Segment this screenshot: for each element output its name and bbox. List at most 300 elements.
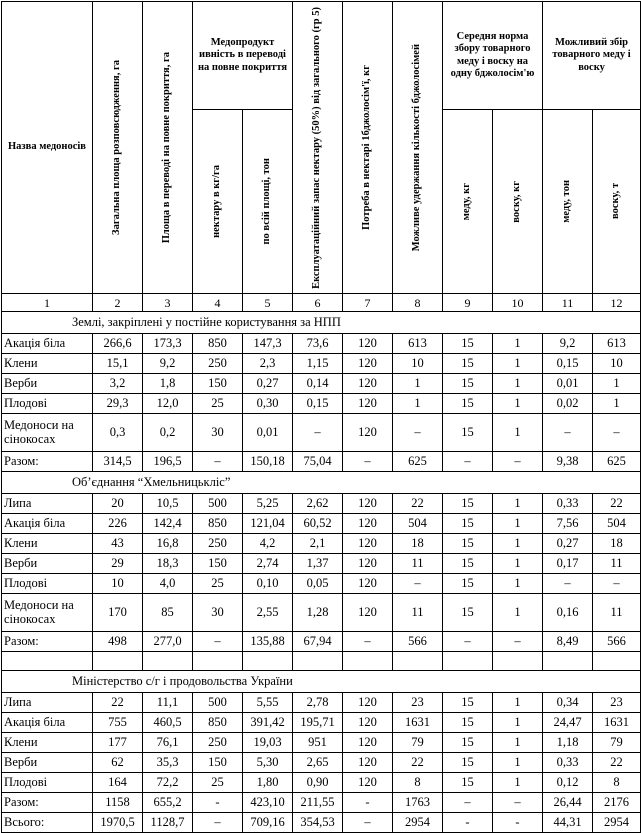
- value-cell: 11: [393, 594, 443, 632]
- value-cell: 22: [93, 693, 143, 713]
- value-cell: 1: [493, 733, 543, 753]
- table-row: [2, 394, 641, 414]
- value-cell: 120: [343, 394, 393, 414]
- value-cell: 1631: [593, 713, 641, 733]
- value-cell: 9,2: [143, 354, 193, 374]
- empty-cell: [493, 652, 543, 671]
- column-number: 3: [143, 294, 193, 312]
- value-cell: 250: [193, 733, 243, 753]
- value-cell: 120: [343, 753, 393, 773]
- value-cell: 0,33: [543, 753, 593, 773]
- value-cell: 18: [593, 534, 641, 554]
- value-cell: 1: [493, 334, 543, 354]
- value-cell: –: [493, 632, 543, 652]
- value-cell: 1: [493, 753, 543, 773]
- value-cell: 2,62: [293, 494, 343, 514]
- value-cell: 62: [93, 753, 143, 773]
- empty-cell: [2, 652, 93, 671]
- header-wax-t: воску, т: [593, 110, 641, 294]
- value-cell: –: [193, 632, 243, 652]
- value-cell: –: [343, 813, 393, 833]
- column-number: 8: [393, 294, 443, 312]
- table-row: [2, 594, 641, 632]
- value-cell: 1: [593, 394, 641, 414]
- value-cell: 120: [343, 334, 393, 354]
- value-cell: 755: [93, 713, 143, 733]
- value-cell: 0,01: [243, 414, 293, 452]
- value-cell: 15,1: [93, 354, 143, 374]
- value-cell: 24,47: [543, 713, 593, 733]
- value-cell: 850: [193, 514, 243, 534]
- value-cell: 10: [593, 354, 641, 374]
- value-cell: 147,3: [243, 334, 293, 354]
- value-cell: 1158: [93, 793, 143, 813]
- section-row: [2, 312, 641, 334]
- plant-name-cell: Акація біла: [2, 514, 93, 534]
- value-cell: 150: [193, 554, 243, 574]
- value-cell: 15: [443, 574, 493, 594]
- value-cell: 26,44: [543, 793, 593, 813]
- value-cell: 1: [493, 594, 543, 632]
- value-cell: 0,10: [243, 574, 293, 594]
- value-cell: 226: [93, 514, 143, 534]
- table-row: [2, 414, 641, 452]
- value-cell: 30: [193, 594, 243, 632]
- plant-name-cell: Клени: [2, 354, 93, 374]
- value-cell: –: [493, 793, 543, 813]
- value-cell: –: [193, 813, 243, 833]
- table-body: [2, 312, 641, 833]
- value-cell: 120: [343, 354, 393, 374]
- table-row: [2, 713, 641, 733]
- value-cell: –: [493, 452, 543, 472]
- value-cell: 11: [593, 594, 641, 632]
- value-cell: 15: [443, 374, 493, 394]
- value-cell: 0,27: [543, 534, 593, 554]
- value-cell: 5,30: [243, 753, 293, 773]
- plant-name-cell: Разом:: [2, 452, 93, 472]
- value-cell: 60,52: [293, 514, 343, 534]
- value-cell: 2,65: [293, 753, 343, 773]
- value-cell: 0,30: [243, 394, 293, 414]
- value-cell: 120: [343, 514, 393, 534]
- value-cell: 0,15: [293, 394, 343, 414]
- value-cell: 4,2: [243, 534, 293, 554]
- header-full-cover-area: Площа в переводі на повне покриття, га: [143, 2, 193, 294]
- value-cell: 120: [343, 733, 393, 753]
- section-title: [2, 472, 641, 494]
- value-cell: 15: [443, 354, 493, 374]
- value-cell: 11: [393, 554, 443, 574]
- value-cell: 1: [493, 693, 543, 713]
- column-number: 12: [593, 294, 641, 312]
- header-honey-productivity: Медопродукт ивність в переводі на повне покриття: [193, 2, 293, 110]
- value-cell: 9,2: [543, 334, 593, 354]
- table-row: [2, 632, 641, 652]
- plant-name-cell: Верби: [2, 753, 93, 773]
- header-wax-kg: воску, кг: [493, 110, 543, 294]
- value-cell: 1,15: [293, 354, 343, 374]
- value-cell: 10: [393, 354, 443, 374]
- value-cell: 79: [593, 733, 641, 753]
- value-cell: 504: [393, 514, 443, 534]
- value-cell: –: [443, 632, 493, 652]
- value-cell: 75,04: [293, 452, 343, 472]
- header-total-area-tons: по всій площі, тон: [243, 110, 293, 294]
- honey-plants-table: [1, 1, 641, 833]
- value-cell: –: [293, 414, 343, 452]
- value-cell: 1: [493, 374, 543, 394]
- value-cell: 709,16: [243, 813, 293, 833]
- section-row: [2, 671, 641, 693]
- column-number: 1: [2, 294, 93, 312]
- value-cell: 43: [93, 534, 143, 554]
- value-cell: 7,56: [543, 514, 593, 534]
- value-cell: 1: [493, 534, 543, 554]
- table-row: [2, 452, 641, 472]
- value-cell: 8: [593, 773, 641, 793]
- value-cell: 150: [193, 374, 243, 394]
- column-number: 7: [343, 294, 393, 312]
- value-cell: –: [393, 574, 443, 594]
- value-cell: 1: [493, 354, 543, 374]
- section-title-text: Об’єднання “Хмельницькліс”: [72, 474, 231, 489]
- value-cell: 1: [593, 374, 641, 394]
- value-cell: 120: [343, 713, 393, 733]
- value-cell: 11,1: [143, 693, 193, 713]
- value-cell: 195,71: [293, 713, 343, 733]
- empty-cell: [543, 652, 593, 671]
- value-cell: 1763: [393, 793, 443, 813]
- value-cell: 3,2: [93, 374, 143, 394]
- value-cell: 5,25: [243, 494, 293, 514]
- value-cell: 1,8: [143, 374, 193, 394]
- value-cell: 10: [93, 574, 143, 594]
- plant-name-cell: Липа: [2, 693, 93, 713]
- value-cell: -: [493, 813, 543, 833]
- plant-name-cell: Клени: [2, 534, 93, 554]
- value-cell: 15: [443, 773, 493, 793]
- value-cell: 655,2: [143, 793, 193, 813]
- section-title: [2, 671, 641, 693]
- value-cell: 15: [443, 594, 493, 632]
- section-title: [2, 312, 641, 334]
- table-row: [2, 574, 641, 594]
- value-cell: 16,8: [143, 534, 193, 554]
- value-cell: –: [593, 414, 641, 452]
- plant-name-cell: Акація біла: [2, 713, 93, 733]
- value-cell: 120: [343, 693, 393, 713]
- value-cell: 1,28: [293, 594, 343, 632]
- value-cell: 613: [393, 334, 443, 354]
- value-cell: 0,12: [543, 773, 593, 793]
- value-cell: –: [443, 452, 493, 472]
- value-cell: 0,3: [93, 414, 143, 452]
- value-cell: 1: [493, 414, 543, 452]
- header-honey-kg: меду, кг: [443, 110, 493, 294]
- value-cell: –: [443, 793, 493, 813]
- value-cell: 121,04: [243, 514, 293, 534]
- plant-name-cell: Разом:: [2, 632, 93, 652]
- value-cell: –: [393, 414, 443, 452]
- value-cell: 22: [393, 753, 443, 773]
- column-number: 11: [543, 294, 593, 312]
- value-cell: 0,90: [293, 773, 343, 793]
- value-cell: 566: [393, 632, 443, 652]
- column-number-row: [2, 294, 641, 312]
- table-row: [2, 494, 641, 514]
- value-cell: 1: [493, 713, 543, 733]
- table-row: [2, 693, 641, 713]
- table-row: [2, 813, 641, 833]
- value-cell: 120: [343, 494, 393, 514]
- value-cell: 266,6: [93, 334, 143, 354]
- value-cell: 460,5: [143, 713, 193, 733]
- value-cell: 250: [193, 534, 243, 554]
- value-cell: 177: [93, 733, 143, 753]
- value-cell: 150,18: [243, 452, 293, 472]
- value-cell: 15: [443, 753, 493, 773]
- value-cell: 625: [593, 452, 641, 472]
- header-total-area: Загальна площа розповсюдження, га: [93, 2, 143, 294]
- plant-name-cell: Липа: [2, 494, 93, 514]
- table-row: [2, 514, 641, 534]
- header-nectar-per-ha: нектару в кг/га: [193, 110, 243, 294]
- empty-cell: [343, 652, 393, 671]
- value-cell: 10,5: [143, 494, 193, 514]
- value-cell: –: [193, 452, 243, 472]
- value-cell: 211,55: [293, 793, 343, 813]
- value-cell: 277,0: [143, 632, 193, 652]
- value-cell: –: [343, 452, 393, 472]
- value-cell: 76,1: [143, 733, 193, 753]
- column-number: 6: [293, 294, 343, 312]
- table-row: [2, 334, 641, 354]
- value-cell: 500: [193, 494, 243, 514]
- header-exploitation-reserve: Експлуатаційний запас нектару (50%) від загального (гр 5): [293, 2, 343, 294]
- value-cell: -: [443, 813, 493, 833]
- empty-cell: [443, 652, 493, 671]
- value-cell: 15: [443, 534, 493, 554]
- value-cell: 1: [393, 374, 443, 394]
- value-cell: -: [343, 793, 393, 813]
- plant-name-cell: Плодові: [2, 574, 93, 594]
- value-cell: 2954: [593, 813, 641, 833]
- value-cell: 314,5: [93, 452, 143, 472]
- empty-cell: [293, 652, 343, 671]
- value-cell: 120: [343, 554, 393, 574]
- value-cell: 504: [593, 514, 641, 534]
- value-cell: 5,55: [243, 693, 293, 713]
- value-cell: 0,16: [543, 594, 593, 632]
- value-cell: 0,14: [293, 374, 343, 394]
- value-cell: 15: [443, 693, 493, 713]
- value-cell: 0,33: [543, 494, 593, 514]
- empty-cell: [193, 652, 243, 671]
- header-avg-norm: Середня норма збору товарного меду і воску на одну бджолосім'ю: [443, 2, 543, 110]
- value-cell: 120: [343, 773, 393, 793]
- column-number: 4: [193, 294, 243, 312]
- value-cell: 19,03: [243, 733, 293, 753]
- plant-name-cell: Разом:: [2, 793, 93, 813]
- value-cell: 625: [393, 452, 443, 472]
- value-cell: 120: [343, 574, 393, 594]
- value-cell: 2,1: [293, 534, 343, 554]
- value-cell: 2,74: [243, 554, 293, 574]
- value-cell: 2176: [593, 793, 641, 813]
- value-cell: 18: [393, 534, 443, 554]
- value-cell: 73,6: [293, 334, 343, 354]
- value-cell: 423,10: [243, 793, 293, 813]
- value-cell: 1: [493, 394, 543, 414]
- value-cell: 1: [493, 494, 543, 514]
- value-cell: 15: [443, 414, 493, 452]
- value-cell: 25: [193, 394, 243, 414]
- value-cell: 44,31: [543, 813, 593, 833]
- table-row: [2, 753, 641, 773]
- value-cell: 15: [443, 494, 493, 514]
- section-title-text: Землі, закріплені у постійне користування за НПП: [72, 314, 341, 329]
- value-cell: –: [593, 574, 641, 594]
- value-cell: 22: [393, 494, 443, 514]
- value-cell: 2,3: [243, 354, 293, 374]
- value-cell: 15: [443, 514, 493, 534]
- table-row: [2, 354, 641, 374]
- section-row: [2, 472, 641, 494]
- value-cell: 15: [443, 394, 493, 414]
- plant-name-cell: Плодові: [2, 394, 93, 414]
- value-cell: 20: [93, 494, 143, 514]
- value-cell: 498: [93, 632, 143, 652]
- value-cell: 1: [493, 574, 543, 594]
- value-cell: 9,38: [543, 452, 593, 472]
- value-cell: 15: [443, 334, 493, 354]
- value-cell: 8: [393, 773, 443, 793]
- plant-name-cell: Всього:: [2, 813, 93, 833]
- value-cell: 850: [193, 713, 243, 733]
- value-cell: 1,37: [293, 554, 343, 574]
- value-cell: 25: [193, 773, 243, 793]
- value-cell: 0,2: [143, 414, 193, 452]
- value-cell: 0,01: [543, 374, 593, 394]
- value-cell: 15: [443, 713, 493, 733]
- table-row: [2, 773, 641, 793]
- value-cell: 150: [193, 753, 243, 773]
- header-honey-t: меду, тон: [543, 110, 593, 294]
- value-cell: 15: [443, 733, 493, 753]
- value-cell: 4,0: [143, 574, 193, 594]
- value-cell: 1: [493, 773, 543, 793]
- plant-name-cell: Медоноси на сінокосах: [2, 414, 93, 452]
- plant-name-cell: Плодові: [2, 773, 93, 793]
- value-cell: 120: [343, 594, 393, 632]
- value-cell: 1: [393, 394, 443, 414]
- value-cell: 30: [193, 414, 243, 452]
- value-cell: –: [343, 632, 393, 652]
- empty-cell: [143, 652, 193, 671]
- header-possible-colonies: Можливе удержання кількості бджолосімей: [393, 2, 443, 294]
- value-cell: 23: [393, 693, 443, 713]
- value-cell: -: [193, 793, 243, 813]
- value-cell: 164: [93, 773, 143, 793]
- value-cell: 15: [443, 554, 493, 574]
- empty-cell: [593, 652, 641, 671]
- value-cell: 850: [193, 334, 243, 354]
- value-cell: 1,18: [543, 733, 593, 753]
- value-cell: 566: [593, 632, 641, 652]
- value-cell: 12,0: [143, 394, 193, 414]
- value-cell: 2,78: [293, 693, 343, 713]
- column-number: 10: [493, 294, 543, 312]
- value-cell: 354,53: [293, 813, 343, 833]
- value-cell: 72,2: [143, 773, 193, 793]
- table-header: [2, 2, 641, 312]
- table-row: [2, 374, 641, 394]
- value-cell: –: [543, 414, 593, 452]
- value-cell: 23: [593, 693, 641, 713]
- value-cell: 142,4: [143, 514, 193, 534]
- value-cell: –: [543, 574, 593, 594]
- value-cell: 11: [593, 554, 641, 574]
- value-cell: 29,3: [93, 394, 143, 414]
- spacer-row: [2, 652, 641, 671]
- table-row: [2, 793, 641, 813]
- value-cell: 250: [193, 354, 243, 374]
- value-cell: 1: [493, 554, 543, 574]
- value-cell: 613: [593, 334, 641, 354]
- value-cell: 35,3: [143, 753, 193, 773]
- column-number: 9: [443, 294, 493, 312]
- value-cell: 1,80: [243, 773, 293, 793]
- value-cell: 0,15: [543, 354, 593, 374]
- value-cell: 120: [343, 534, 393, 554]
- value-cell: 85: [143, 594, 193, 632]
- value-cell: 67,94: [293, 632, 343, 652]
- value-cell: 951: [293, 733, 343, 753]
- header-possible-yield: Можливий збір товарного меду і воску: [543, 2, 641, 110]
- value-cell: 2954: [393, 813, 443, 833]
- section-title-text: Міністерство с/г і продовольства України: [72, 673, 293, 688]
- value-cell: 29: [93, 554, 143, 574]
- table-row: [2, 554, 641, 574]
- empty-cell: [393, 652, 443, 671]
- value-cell: 0,05: [293, 574, 343, 594]
- value-cell: 0,02: [543, 394, 593, 414]
- value-cell: 120: [343, 414, 393, 452]
- value-cell: 170: [93, 594, 143, 632]
- value-cell: 391,42: [243, 713, 293, 733]
- header-nectar-need: Потреба в нектарі 1бджолосім'ї, кг: [343, 2, 393, 294]
- value-cell: 2,55: [243, 594, 293, 632]
- value-cell: 1970,5: [93, 813, 143, 833]
- value-cell: 8,49: [543, 632, 593, 652]
- plant-name-cell: Верби: [2, 554, 93, 574]
- value-cell: 1631: [393, 713, 443, 733]
- plant-name-cell: Клени: [2, 733, 93, 753]
- value-cell: 135,88: [243, 632, 293, 652]
- value-cell: 196,5: [143, 452, 193, 472]
- value-cell: 0,27: [243, 374, 293, 394]
- plant-name-cell: Медоноси на сінокосах: [2, 594, 93, 632]
- value-cell: 22: [593, 494, 641, 514]
- value-cell: 79: [393, 733, 443, 753]
- value-cell: 0,17: [543, 554, 593, 574]
- plant-name-cell: Верби: [2, 374, 93, 394]
- empty-cell: [243, 652, 293, 671]
- plant-name-cell: Акація біла: [2, 334, 93, 354]
- empty-cell: [93, 652, 143, 671]
- column-number: 2: [93, 294, 143, 312]
